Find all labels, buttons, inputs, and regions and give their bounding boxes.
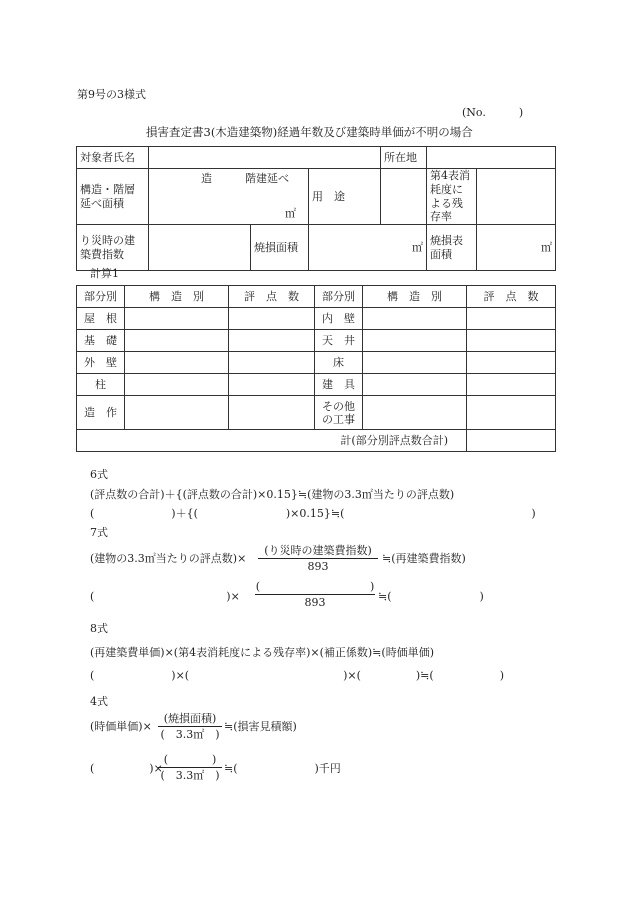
part-ceiling: 天 井 <box>315 330 363 352</box>
index-label: り災時の建築費指数 <box>77 225 149 271</box>
part-floor: 床 <box>315 352 363 374</box>
structure-cell[interactable] <box>363 396 467 430</box>
unit-m2: ㎡ <box>285 207 296 221</box>
unit-m2: ㎡ <box>412 240 424 254</box>
header-score-left: 評 点 数 <box>229 286 315 308</box>
score-cell[interactable] <box>229 352 315 374</box>
document-number: (No. ) <box>462 106 524 119</box>
formula4-numerator: (焼損面積) <box>163 712 217 725</box>
formula4-blank-numerator[interactable]: ( ) <box>163 753 217 766</box>
header-part-right: 部分別 <box>315 286 363 308</box>
formula4-label: 4式 <box>90 695 108 708</box>
part-fittings: 建 具 <box>315 374 363 396</box>
structure-value: 造 階建延べ <box>201 172 289 185</box>
header-score-right: 評 点 数 <box>467 286 556 308</box>
burned-surface-label: 焼損表面積 <box>427 225 477 271</box>
table-row <box>77 396 556 430</box>
formula8-line2[interactable]: ( )×( )×( )≒( ) <box>90 669 504 682</box>
total-label: 計(部分別評点数合計) <box>77 430 467 452</box>
formula8-label: 8式 <box>90 622 108 635</box>
part-fixtures: 造 作 <box>77 396 125 430</box>
structure-cell[interactable] <box>363 352 467 374</box>
formula4-blank-denominator: ( 3.3㎡ ) <box>160 769 220 782</box>
formula8-line1: (再建築費単価)×(第4表消耗度による残存率)×(補正係数)≒(時価単価) <box>90 646 434 659</box>
formula7-fraction <box>258 544 378 573</box>
burned-surface-field[interactable] <box>477 225 556 271</box>
total-score-field[interactable] <box>467 430 556 452</box>
score-cell[interactable] <box>229 374 315 396</box>
burned-area-field[interactable] <box>309 225 427 271</box>
score-cell[interactable] <box>467 352 556 374</box>
table-row <box>77 374 556 396</box>
formula4-lhs: (時価単価)× <box>90 720 152 733</box>
score-cell[interactable] <box>467 330 556 352</box>
structure-cell[interactable] <box>125 352 229 374</box>
structure-label: 構造・階層延べ面積 <box>77 169 149 225</box>
formula7-blank-numerator[interactable]: ( ) <box>255 580 375 593</box>
structure-cell[interactable] <box>125 308 229 330</box>
score-cell[interactable] <box>229 308 315 330</box>
structure-cell[interactable] <box>363 308 467 330</box>
calc1-label: 計算1 <box>90 267 119 280</box>
formula4-denominator: ( 3.3㎡ ) <box>160 728 220 741</box>
index-field[interactable] <box>149 225 251 271</box>
formula4-rhs: ≒(損害見積額) <box>224 720 297 733</box>
formula4-blank-fraction <box>158 753 222 782</box>
formula7-blank-rhs[interactable]: ≒( ) <box>378 590 484 603</box>
subject-name-field[interactable] <box>149 147 381 169</box>
formula7-numerator: (り災時の建築費指数) <box>264 544 372 557</box>
part-roof: 屋 根 <box>77 308 125 330</box>
formula6-line1: (評点数の合計)＋{(評点数の合計)×0.15}≒(建物の3.3㎡当たりの評点数) <box>90 488 455 501</box>
structure-cell[interactable] <box>363 330 467 352</box>
formula4-fraction <box>158 712 222 741</box>
score-cell[interactable] <box>229 396 315 430</box>
formula7-label: 7式 <box>90 526 108 539</box>
table-row <box>77 330 556 352</box>
structure-cell[interactable] <box>125 330 229 352</box>
part-inner-wall: 内 壁 <box>315 308 363 330</box>
formula4-blank-rhs[interactable]: ≒( )千円 <box>224 762 341 775</box>
structure-field[interactable] <box>149 169 309 225</box>
header-part-left: 部分別 <box>77 286 125 308</box>
formula7-blank-fraction <box>255 580 375 609</box>
subject-name-label: 対象者氏名 <box>77 147 149 169</box>
formula6-label: 6式 <box>90 468 108 481</box>
header-structure-right: 構 造 別 <box>363 286 467 308</box>
location-label: 所在地 <box>381 147 427 169</box>
formula7-rhs: ≒(再建築費指数) <box>382 552 466 565</box>
part-pillar: 柱 <box>77 374 125 396</box>
score-cell[interactable] <box>229 330 315 352</box>
calc1-table <box>76 285 556 452</box>
part-outer-wall: 外 壁 <box>77 352 125 374</box>
formula6-line2[interactable]: ( )＋{( )×0.15}≒( ) <box>90 507 536 520</box>
residual-label: 第4表消耗度による残存率 <box>427 169 477 225</box>
burned-area-label: 焼損面積 <box>251 225 309 271</box>
header-structure-left: 構 造 別 <box>125 286 229 308</box>
form-number: 第9号の3様式 <box>77 88 146 101</box>
formula7-denominator: 893 <box>307 560 329 573</box>
formula7-blank-lhs[interactable]: ( )× <box>90 590 240 603</box>
structure-cell[interactable] <box>125 374 229 396</box>
formula4-blank-lhs[interactable]: ( )× <box>90 762 163 775</box>
table-row <box>77 308 556 330</box>
residual-field[interactable] <box>477 169 556 225</box>
structure-cell[interactable] <box>125 396 229 430</box>
part-other-work: その他の工事 <box>315 396 363 430</box>
score-cell[interactable] <box>467 308 556 330</box>
formula7-lhs: (建物の3.3㎡当たりの評点数)× <box>90 552 247 565</box>
part-foundation: 基 礎 <box>77 330 125 352</box>
page-title: 損害査定書3(木造建築物)経過年数及び建築時単価が不明の場合 <box>146 125 473 139</box>
score-cell[interactable] <box>467 374 556 396</box>
score-cell[interactable] <box>467 396 556 430</box>
formula7-blank-denominator: 893 <box>304 596 326 609</box>
structure-cell[interactable] <box>363 374 467 396</box>
use-field[interactable] <box>381 169 427 225</box>
unit-m2: ㎡ <box>541 240 553 254</box>
use-label: 用 途 <box>309 169 381 225</box>
info-table <box>76 146 556 271</box>
location-field[interactable] <box>427 147 556 169</box>
table-row <box>77 352 556 374</box>
